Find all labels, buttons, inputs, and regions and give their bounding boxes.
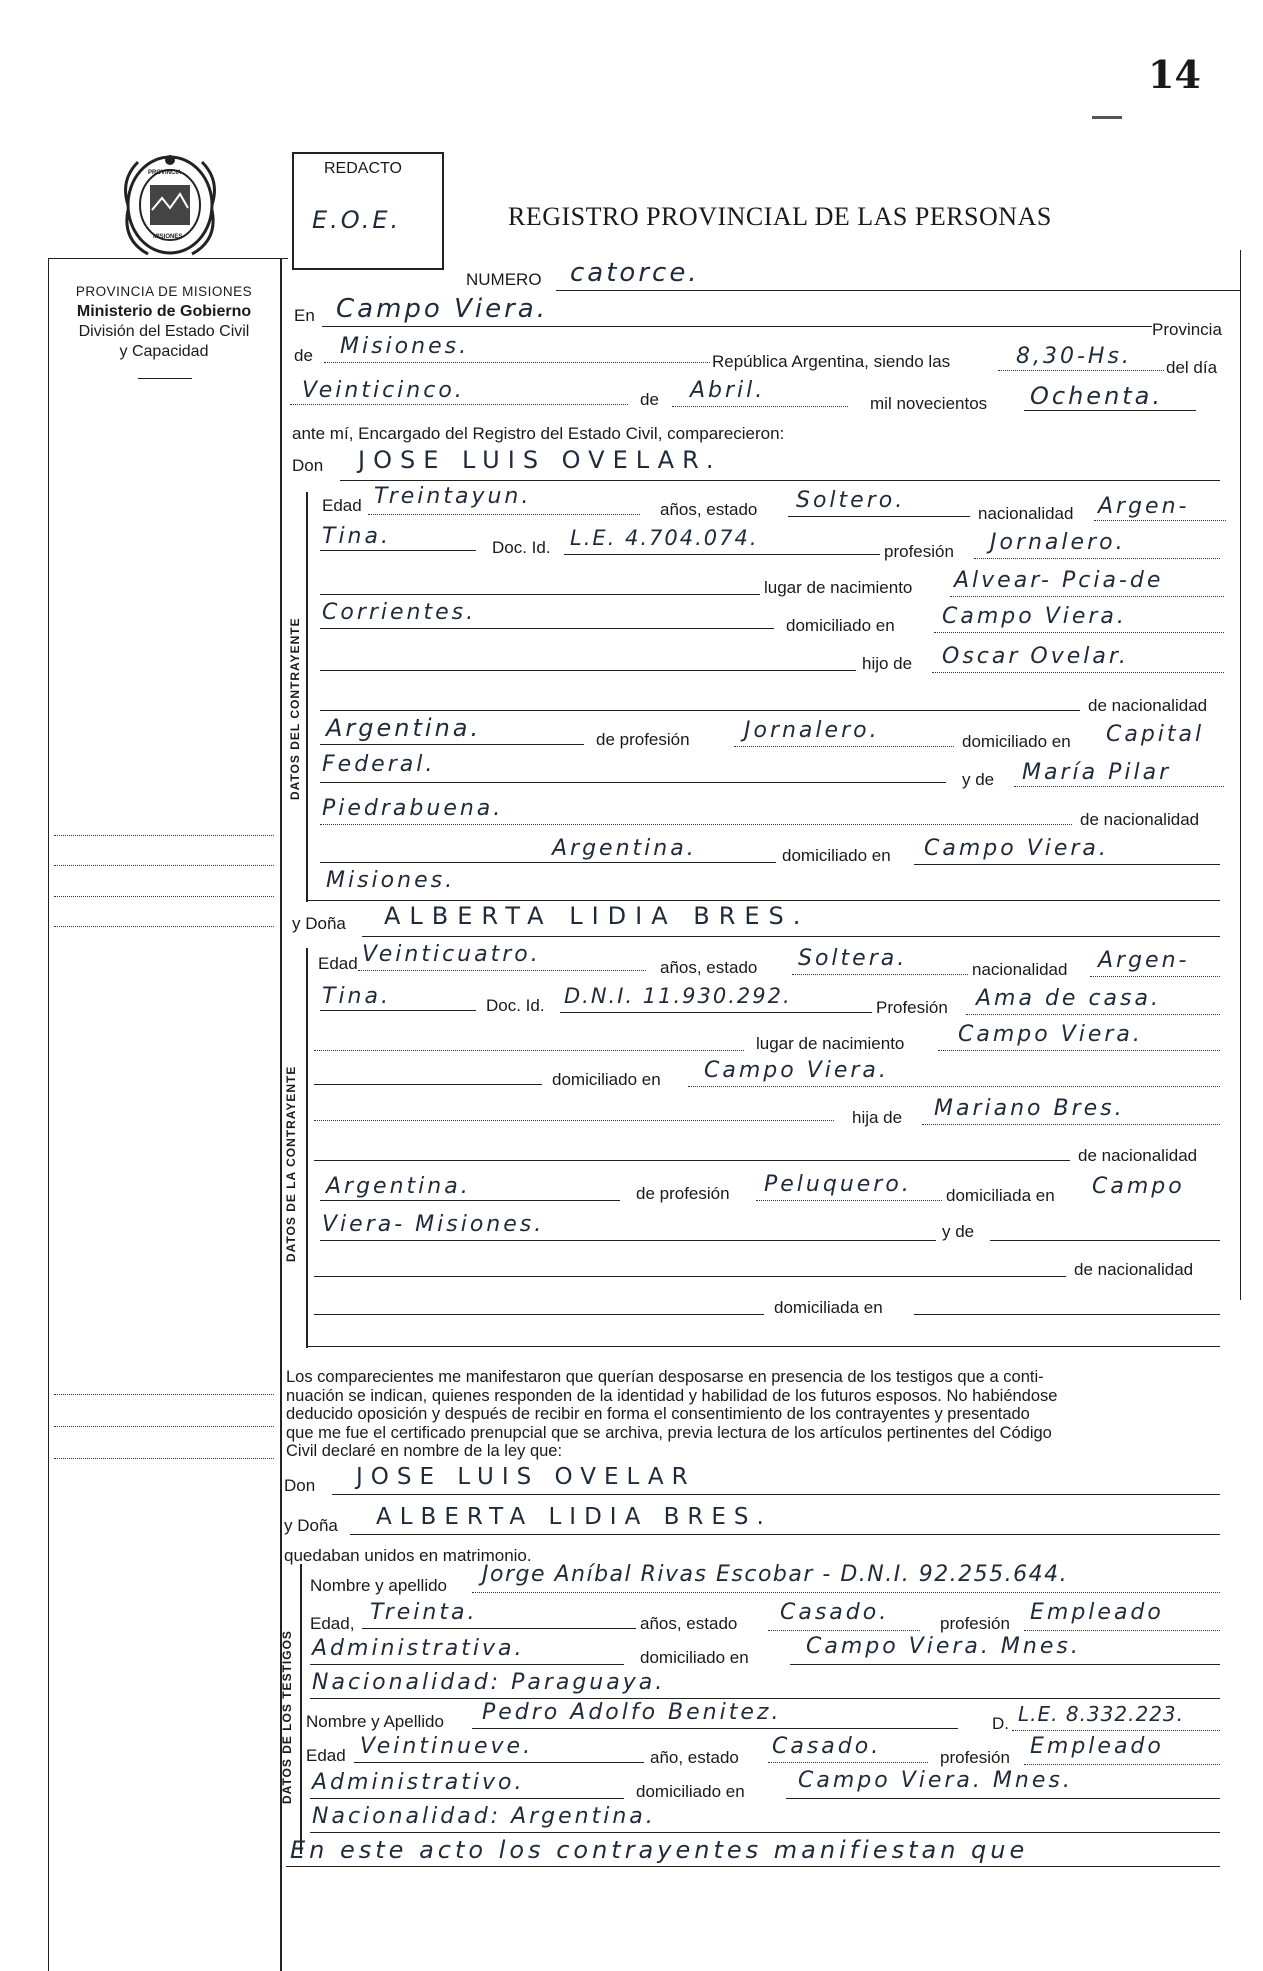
t2-nombre: Pedro Adolfo Benitez. — [482, 1700, 782, 1725]
c1-madre-dom-a: Campo Viera. — [924, 836, 1109, 861]
c1-prof-line — [974, 558, 1220, 559]
c1-madre-nac-line — [320, 862, 776, 863]
t2-anios-label: año, estado — [650, 1748, 739, 1767]
c1-madre-dom-b: Misiones. — [326, 868, 456, 893]
c2-doc-label: Doc. Id. — [486, 996, 545, 1015]
c2-lugar-pre-line — [314, 1050, 744, 1051]
c2-madre-nac-line — [314, 1314, 764, 1315]
t1-nombre: Jorge Aníbal Rivas Escobar - D.N.I. 92.255.644. — [482, 1562, 1069, 1587]
c1-profesion: Jornalero. — [990, 530, 1126, 555]
c2-nac-a: Argen- — [1098, 948, 1190, 973]
t2-nombre-line — [472, 1728, 958, 1729]
page-title: REGISTRO PROVINCIAL DE LAS PERSONAS — [508, 202, 1052, 231]
t2-dom-label: domiciliado en — [636, 1782, 745, 1801]
agency-divider — [138, 378, 192, 379]
t1-prof-b-line — [310, 1664, 624, 1665]
c1-y-de-label: y de — [962, 770, 995, 789]
left-margin-line — [48, 258, 49, 1971]
c1-estado: Soltero. — [796, 488, 906, 513]
republica-label: República Argentina, siendo las — [712, 352, 951, 371]
declaracion-line-2: nuación se indican, quienes responden de la identidad y habilidad de los futuros esposos. No habiéndose — [286, 1386, 1058, 1405]
c2-padre-dom-b: Viera- Misiones. — [322, 1212, 545, 1237]
c2-padre: Mariano Bres. — [934, 1096, 1125, 1121]
t2-edad: Veintinueve. — [360, 1734, 534, 1759]
hora-value: 8,30-Hs. — [1016, 344, 1132, 369]
c2-padre-prof-line — [756, 1200, 942, 1201]
mes-value: Abril. — [690, 378, 766, 403]
c1-domicilio: Campo Viera. — [942, 604, 1127, 629]
c1-don-label: Don — [292, 456, 324, 475]
agency-division: División del Estado Civil — [78, 323, 250, 340]
agency-ministry: Ministerio de Gobierno — [76, 303, 252, 320]
declaracion-line-4: que me fue el certificado prenupcial que se archiva, previa lectura de los artículos pertinentes del Código — [286, 1423, 1052, 1442]
c1-dom-label: domiciliado en — [786, 616, 895, 635]
numero-line — [556, 290, 1240, 291]
c2-hija-pre-line — [314, 1120, 834, 1121]
c2-dom3-label: domiciliada en — [774, 1298, 883, 1317]
header-rule — [48, 258, 288, 259]
agency-province: PROVINCIA DE MISIONES — [75, 284, 253, 299]
t2-edad-label: Edad — [306, 1746, 346, 1765]
mes-de-label: de — [640, 390, 659, 409]
c2-nombre-line — [362, 936, 1220, 937]
t2-dom-line — [786, 1798, 1220, 1799]
c1-edad-label: Edad — [322, 496, 362, 515]
c2-estado-line — [792, 974, 968, 975]
t2-prof-b-line — [310, 1798, 624, 1799]
c1-lugar-label: lugar de nacimiento — [764, 578, 913, 597]
decl-dona-value: ALBERTA LIDIA BRES. — [376, 1504, 772, 1530]
c1-madre-dom-line — [914, 864, 1220, 865]
c1-padre-nac: Argentina. — [326, 714, 482, 742]
c2-dom-pre-line — [314, 1084, 542, 1085]
c2-nombre: ALBERTA LIDIA BRES. — [384, 902, 810, 930]
c2-padre-dom-a: Campo — [1092, 1174, 1185, 1199]
c1-madre-a: María Pilar — [1022, 760, 1172, 785]
c1-doc-line — [564, 554, 880, 555]
c1-padre-dom-b: Federal. — [322, 752, 436, 777]
anio-line — [1024, 410, 1196, 411]
de-label: de — [294, 346, 313, 365]
margin-dots-7 — [54, 1458, 274, 1459]
c1-padre: Oscar Ovelar. — [942, 644, 1129, 669]
c1-de-nac-label: de nacionalidad — [1088, 696, 1208, 715]
c2-bracket-bottom — [306, 1346, 1220, 1347]
c2-lugar: Campo Viera. — [958, 1022, 1143, 1047]
dia-line — [290, 404, 628, 405]
t1-edad: Treinta. — [370, 1600, 478, 1625]
dia-value: Veinticinco. — [302, 378, 465, 403]
de-value: Misiones. — [340, 334, 470, 359]
c1-de-nac2-label: de nacionalidad — [1080, 810, 1200, 829]
c1-padre-nac-line — [320, 744, 584, 745]
c1-lugar-pre-line — [320, 594, 760, 595]
c2-domicilio: Campo Viera. — [704, 1058, 889, 1083]
declaracion-paragraph — [286, 1368, 1214, 1461]
c2-doc: D.N.I. 11.930.292. — [564, 984, 792, 1008]
numero-label: NUMERO — [466, 270, 542, 289]
declaracion-line-1: Los comparecientes me manifestaron que querían desposarse en presencia de los testigos que a conti- — [286, 1368, 1044, 1386]
margin-dots-1 — [54, 835, 274, 836]
margin-dots-2 — [54, 865, 274, 866]
seal-top-text: PROVINCIA — [148, 170, 182, 176]
t2-prof-line — [1024, 1764, 1220, 1765]
t2-estado-line — [768, 1762, 928, 1763]
provincial-seal — [118, 150, 222, 260]
c1-doc: L.E. 4.704.074. — [570, 526, 759, 550]
c2-profesion: Ama de casa. — [976, 986, 1161, 1011]
c1-nac-b: Tina. — [322, 524, 391, 549]
c2-padre-line — [922, 1124, 1220, 1125]
redacto-initials: E.O.E. — [312, 206, 402, 234]
seal-bottom-text: MISIONES — [153, 234, 183, 240]
c2-dom-label: domiciliado en — [552, 1070, 661, 1089]
c1-de-prof-label: de profesión — [596, 730, 690, 749]
c1-edad: Treintayun. — [374, 484, 532, 509]
c1-doc-label: Doc. Id. — [492, 538, 551, 557]
en-value: Campo Viera. — [336, 294, 548, 324]
mes-line — [672, 406, 848, 407]
c1-side-label: DATOS DEL CONTRAYENTE — [288, 617, 302, 800]
c1-nac-line — [1094, 520, 1226, 521]
t1-prof-b: Administrativa. — [312, 1636, 525, 1661]
t1-nombre-label: Nombre y apellido — [310, 1576, 448, 1595]
declaracion-line-5: Civil declaré en nombre de la ley que: — [286, 1442, 563, 1460]
t2-nombre-label: Nombre y Apellido — [306, 1712, 444, 1731]
right-margin-line — [1240, 250, 1241, 1300]
declaracion-line-3: deducido oposición y después de recibir en forma el consentimiento de los contrayentes y presentado — [286, 1405, 1030, 1423]
en-label: En — [294, 306, 315, 325]
c1-denac-pre-line — [320, 710, 1080, 711]
c2-edad: Veinticuatro. — [362, 942, 541, 967]
decl-don-value: JOSE LUIS OVELAR — [356, 1464, 696, 1490]
t1-dom: Campo Viera. Mnes. — [806, 1634, 1081, 1659]
c2-nac-b: Tina. — [322, 984, 391, 1009]
c2-madre-dom-line — [914, 1314, 1220, 1315]
decl-don-line — [332, 1494, 1220, 1495]
c1-madre-line — [1014, 786, 1224, 787]
de-line — [324, 362, 710, 363]
t2-prof-label: profesión — [940, 1748, 1010, 1767]
c2-y-de-label: y de — [942, 1222, 975, 1241]
c2-doc-line — [560, 1012, 872, 1013]
c1-anios-label: años, estado — [660, 500, 758, 519]
agency-block — [54, 282, 274, 362]
t1-edad-line — [362, 1628, 636, 1629]
testigos-side-label: DATOS DE LOS TESTIGOS — [280, 1630, 294, 1804]
c2-dom2-label: domiciliada en — [946, 1186, 1055, 1205]
c1-lugar-b-line — [320, 628, 774, 629]
numero-value: catorce. — [570, 258, 700, 288]
c1-padre-line — [932, 672, 1224, 673]
margin-dots-4 — [54, 926, 274, 927]
c2-padre-nac: Argentina. — [326, 1174, 471, 1199]
c1-padre-prof-line — [734, 746, 954, 747]
final-line-rule — [286, 1866, 1220, 1867]
t2-dom: Campo Viera. Mnes. — [798, 1768, 1073, 1793]
c1-nombre: JOSE LUIS OVELAR. — [358, 446, 722, 474]
t2-doc: L.E. 8.332.223. — [1018, 1702, 1184, 1726]
c1-madre-nac: Argentina. — [552, 836, 697, 861]
c1-hijo-pre-line — [320, 670, 856, 671]
c1-hijo-label: hijo de — [862, 654, 913, 673]
c2-nac-line — [1090, 976, 1220, 977]
en-line — [322, 326, 1152, 327]
c2-bracket-line — [306, 948, 308, 1348]
decl-dona-label: y Doña — [284, 1516, 338, 1535]
c2-hija-label: hija de — [852, 1108, 903, 1127]
c2-madre-line — [990, 1240, 1220, 1241]
page-number: 14 — [1148, 52, 1201, 97]
c1-nac-b-line — [320, 550, 476, 551]
c1-dom2-label: domiciliado en — [962, 732, 1071, 751]
c1-padre-prof: Jornalero. — [744, 718, 880, 743]
t2-doc-line — [1012, 1730, 1220, 1731]
c2-side-label: DATOS DE LA CONTRAYENTE — [284, 1065, 298, 1262]
c2-madre-b-line — [314, 1276, 1066, 1277]
c1-dom3-label: domiciliado en — [782, 846, 891, 865]
c2-de-prof-label: de profesión — [636, 1184, 730, 1203]
c2-prof-label: Profesión — [876, 998, 948, 1017]
final-handwritten-line: En este acto los contrayentes manifiestan que — [290, 1836, 1029, 1864]
c2-lugar-line — [938, 1050, 1220, 1051]
t1-estado: Casado. — [780, 1600, 890, 1625]
t2-nac-line — [310, 1832, 1220, 1833]
t2-doc-label: D. — [992, 1714, 1009, 1733]
del-dia-label: del día — [1166, 358, 1218, 377]
agency-capacity: y Capacidad — [119, 343, 209, 360]
t1-prof-line — [1024, 1630, 1220, 1631]
t1-dom-label: domiciliado en — [640, 1648, 749, 1667]
decl-dona-line — [350, 1534, 1220, 1535]
c2-padre-nac-line — [320, 1200, 620, 1201]
c2-prof-line — [966, 1014, 1220, 1015]
testigos-bracket-line — [300, 1564, 302, 1854]
c2-nac-b-line — [320, 1010, 476, 1011]
margin-dots-6 — [54, 1426, 274, 1427]
t1-prof-label: profesión — [940, 1614, 1010, 1633]
t2-estado: Casado. — [772, 1734, 882, 1759]
t1-edad-label: Edad, — [310, 1614, 355, 1633]
t2-nac: Nacionalidad: Argentina. — [312, 1804, 656, 1829]
margin-dots-5 — [54, 1394, 274, 1395]
c1-madre-b-line — [320, 824, 1072, 825]
c1-dom-line — [934, 632, 1224, 633]
t1-nombre-line — [472, 1592, 1220, 1593]
c1-padre-dom-a: Capital — [1106, 722, 1205, 747]
t1-nac: Nacionalidad: Paraguaya. — [312, 1670, 666, 1695]
c2-anios-label: años, estado — [660, 958, 758, 977]
t2-prof-a: Empleado — [1030, 1734, 1164, 1759]
c1-madre-b: Piedrabuena. — [322, 796, 504, 821]
c2-nac-label: nacionalidad — [972, 960, 1068, 979]
c2-padre-prof: Peluquero. — [764, 1172, 912, 1197]
c2-dom-line — [688, 1086, 1220, 1087]
c1-lugar-b: Corrientes. — [322, 600, 477, 625]
margin-dots-3 — [54, 896, 274, 897]
t2-prof-b: Administrativo. — [312, 1770, 525, 1795]
c1-bracket-line — [306, 492, 308, 902]
anio-value: Ochenta. — [1030, 382, 1164, 410]
t1-prof-a: Empleado — [1030, 1600, 1164, 1625]
decl-don-label: Don — [284, 1476, 316, 1495]
c2-denac-pre-line — [314, 1160, 1070, 1161]
c1-edad-line — [368, 514, 640, 515]
c1-nombre-line — [340, 480, 1220, 481]
t2-edad-line — [354, 1762, 644, 1763]
redacto-label: REDACTO — [324, 160, 402, 177]
c2-edad-label: Edad — [318, 954, 358, 973]
c2-lugar-label: lugar de nacimiento — [756, 1034, 905, 1053]
c2-dona-label: y Doña — [292, 914, 346, 933]
c1-nac-label: nacionalidad — [978, 504, 1074, 523]
provincia-label: Provincia — [1152, 320, 1222, 339]
t1-dom-line — [790, 1664, 1220, 1665]
c2-de-nac2-label: de nacionalidad — [1074, 1260, 1194, 1279]
t1-anios-label: años, estado — [640, 1614, 738, 1633]
c1-lugar-line — [950, 596, 1224, 597]
c1-bracket-bottom — [306, 900, 1220, 901]
c2-edad-line — [358, 970, 646, 971]
redacto-box — [292, 152, 444, 270]
t1-estado-line — [768, 1630, 920, 1631]
c2-de-nac-label: de nacionalidad — [1078, 1146, 1198, 1165]
t1-nac-line — [310, 1698, 1220, 1699]
c2-estado: Soltera. — [798, 946, 908, 971]
c1-prof-label: profesión — [884, 542, 954, 561]
decl-quedaban: quedaban unidos en matrimonio. — [284, 1546, 532, 1565]
ante-mi-text: ante mí, Encargado del Registro del Estado Civil, comparecieron: — [292, 424, 785, 443]
c1-lugar-a: Alvear- Pcia-de — [954, 568, 1164, 593]
c2-padre-dom-line — [320, 1240, 936, 1241]
c1-padre-dom-line — [320, 782, 946, 783]
pencil-mark — [1092, 116, 1122, 119]
c1-estado-line — [788, 516, 970, 517]
hora-line — [998, 370, 1164, 371]
mil-label: mil novecientos — [870, 394, 988, 413]
c1-nac-a: Argen- — [1098, 494, 1190, 519]
